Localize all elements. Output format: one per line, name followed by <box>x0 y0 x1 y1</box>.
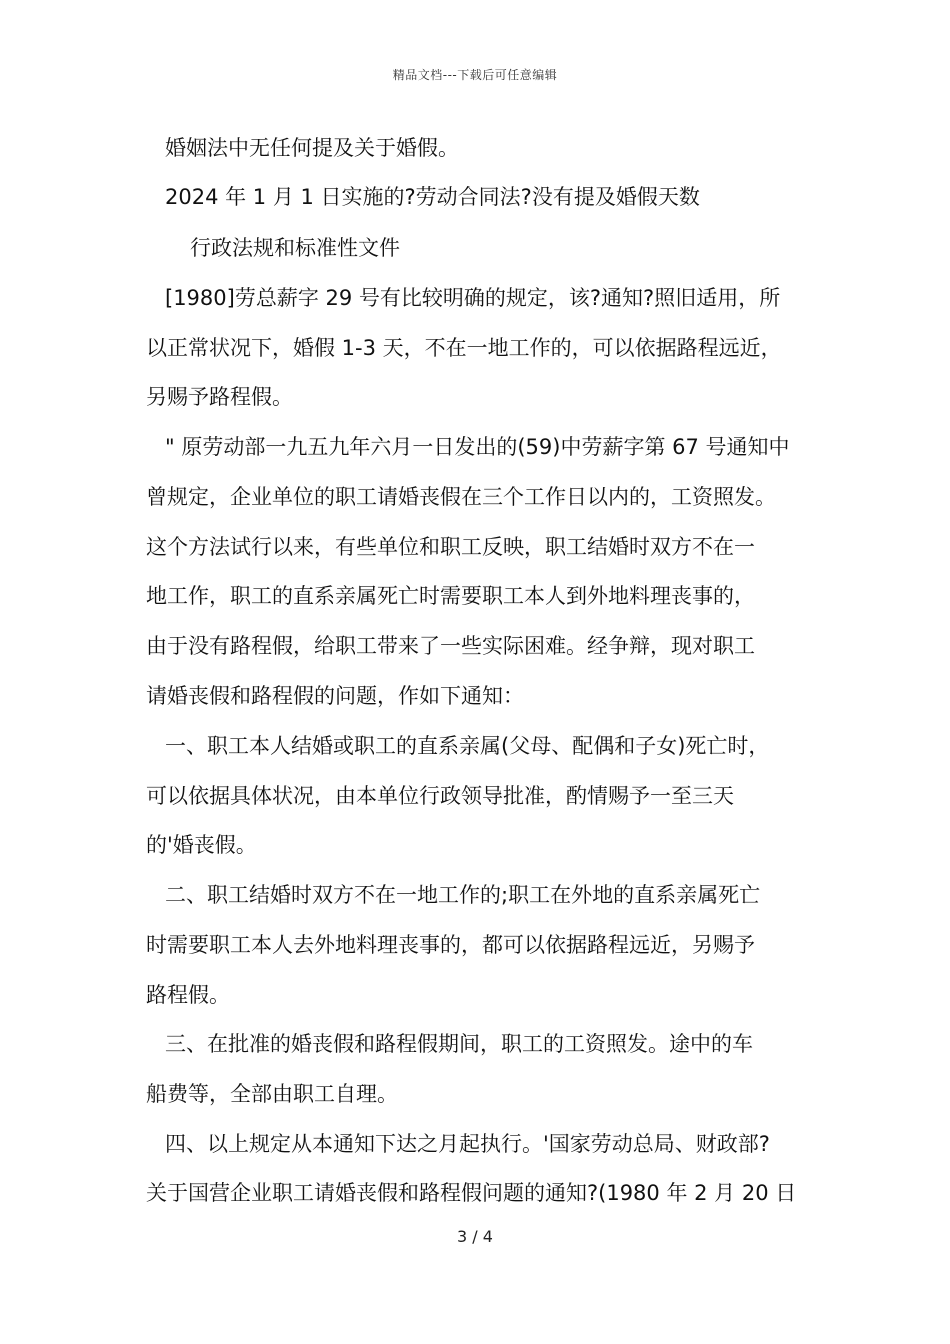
paragraph-line: 二、职工结婚时双方不在一地工作的;职工在外地的直系亲属死亡 <box>165 883 761 907</box>
paragraph-line: 一、职工本人结婚或职工的直系亲属(父母、配偶和子女)死亡时， <box>165 734 770 758</box>
paragraph-line: 可以依据具体状况，由本单位行政领导批准，酌情赐予一至三天 <box>146 784 734 808</box>
paragraph-line: 这个方法试行以来，有些单位和职工反映，职工结婚时双方不在一 <box>146 535 755 559</box>
paragraph-line: 船费等，全部由职工自理。 <box>146 1082 398 1106</box>
paragraph-line: 地工作，职工的直系亲属死亡时需要职工本人到外地料理丧事的， <box>146 584 755 608</box>
page-number: 3 / 4 <box>457 1227 493 1246</box>
paragraph-line: 曾规定，企业单位的职工请婚丧假在三个工作日以内的，工资照发。 <box>146 485 776 509</box>
paragraph-line: 由于没有路程假，给职工带来了一些实际困难。经争辩，现对职工 <box>146 634 755 658</box>
paragraph-line: 的'婚丧假。 <box>146 833 257 857</box>
paragraph-line: 另赐予路程假。 <box>146 385 293 409</box>
paragraph-line: 请婚丧假和路程假的问题，作如下通知： <box>146 684 524 708</box>
paragraph-line: 路程假。 <box>146 983 230 1007</box>
paragraph-line: 以正常状况下，婚假 1-3 天，不在一地工作的，可以依据路程远近， <box>146 336 782 360</box>
paragraph-line: " 原劳动部一九五九年六月一日发出的(59)中劳薪字第 67 号通知中 <box>165 435 790 459</box>
page-header: 精品文档---下载后可任意编辑 <box>392 68 558 82</box>
paragraph-line: 关于国营企业职工请婚丧假和路程假问题的通知?(1980 年 2 月 20 日 <box>146 1181 797 1205</box>
paragraph-line: 时需要职工本人去外地料理丧事的，都可以依据路程远近，另赐予 <box>146 933 755 957</box>
paragraph-line: 婚姻法中无任何提及关于婚假。 <box>165 136 459 160</box>
paragraph-line: 2024 年 1 月 1 日实施的?劳动合同法?没有提及婚假天数 <box>165 185 700 209</box>
paragraph-line: 三、在批准的婚丧假和路程假期间，职工的工资照发。途中的车 <box>165 1032 753 1056</box>
paragraph-line: 四、以上规定从本通知下达之月起执行。'国家劳动总局、财政部? <box>165 1132 770 1156</box>
paragraph-line: [1980]劳总薪字 29 号有比较明确的规定，该?通知?照旧适用，所 <box>165 286 781 310</box>
section-heading: 行政法规和标准性文件 <box>190 236 400 260</box>
